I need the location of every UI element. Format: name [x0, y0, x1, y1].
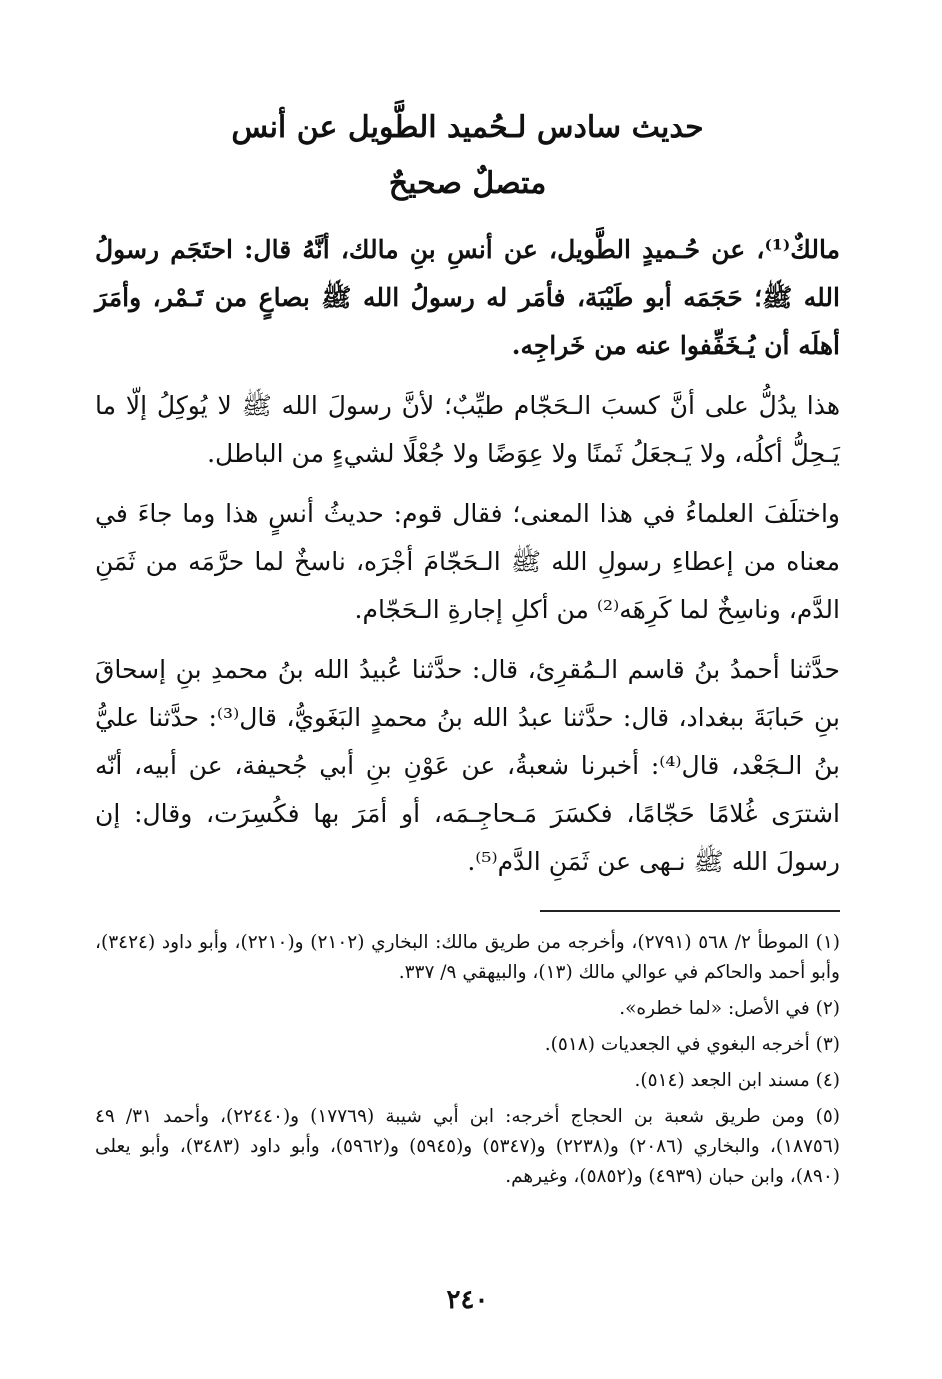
chapter-subtitle: متصلٌ صحيحٌ	[388, 166, 547, 201]
book-page	[95, 100, 840, 1340]
footnote: (١) الموطأ ٢/ ٥٦٨ (٢٧٩١)، وأخرجه من طريق مالك: البخاري (٢١٠٢) و(٢٢١٠)، وأبو داود (٣٤٢٤)، وأبو أحمد والحاكم في عوالي مالك (١٣)، والبيهقي ٩/ ٣٣٧.	[95, 932, 840, 983]
footnote: (٥) ومن طريق شعبة بن الحجاج أخرجه: ابن أبي شيبة (١٧٧٦٩) و(٢٢٤٤٠)، وأحمد ٣١/ ٤٩ (١٨٧٥٦)، والبخاري (٢٠٨٦) و(٢٢٣٨) و(٥٣٤٧) و(٥٩٤٥) و(٥٩٦٢)، وأبو داود (٣٤٨٣)، وأبو يعلى (٨٩٠)، وابن حبان (٤٩٣٩) و(٥٨٥٢)، وغيرهم.	[95, 1106, 841, 1187]
isnad-paragraph: حدَّثنا أحمدُ بنُ قاسم الـمُقرِئ، قال: حدَّثنا عُبيدُ الله بنُ محمدِ بنِ إسحاقَ بنِ حَبابَةَ ببغداد، قال: حدَّثنا عبدُ الله بنُ محمدٍ البَغَويُّ، قال⁽³⁾: حدَّثنا عليُّ بنُ الـجَعْد، قال⁽⁴⁾: أخبرنا شعبةُ، عن عَوْنِ بنِ أبي جُحيفة، عن أبيه، أنّه اشترَى غُلامًا حَجّامًا، فكسَرَ مَـحاجِـمَه، أو أمَرَ بها فكُسِرَت، وقال: إن رسولَ الله ﷺ نـهى عن ثَمَنِ الدَّم⁽⁵⁾.	[95, 655, 840, 876]
footnote: (٤) مسند ابن الجعد (٥١٤).	[634, 1070, 840, 1091]
hadith-text: مالكٌ⁽¹⁾، عن حُـميدٍ الطَّويل، عن أنسِ بنِ مالك، أنَّهُ قال: احتَجَم رسولُ الله ﷺ؛ حَجَمَه أبو طَيْبَة، فأمَر له رسولُ الله ﷺ بصاعٍ من تَـمْر، وأمَرَ أهلَه أن يُـخَفِّفوا عنه من خَراجِه.	[95, 235, 840, 360]
commentary-paragraph: هذا يدُلُّ على أنَّ كسبَ الـحَجّام طيِّبٌ؛ لأنَّ رسولَ الله ﷺ لا يُوكِلُ إلّا ما يَـحِلُّ أكلُه، ولا يَـجعَلُ ثَمنًا ولا عِوَضًا ولا جُعْلًا لشيءٍ من الباطل.	[95, 391, 840, 468]
footnote: (٣) أخرجه البغوي في الجعديات (٥١٨).	[544, 1034, 840, 1055]
page-number: ٢٤٠	[446, 1285, 489, 1315]
footnote: (٢) في الأصل: «لما خطره».	[619, 998, 840, 1019]
footnotes	[95, 928, 840, 1192]
footnote-divider	[540, 910, 840, 912]
commentary-paragraph: واختلَفَ العلماءُ في هذا المعنى؛ فقال قوم: حديثُ أنسٍ هذا وما جاءَ في معناه من إعطاءِ رسولِ الله ﷺ الـحَجّامَ أجْرَه، ناسخٌ لما حرَّمَه من ثَمَنِ الدَّم، وناسِخٌ لما كَرِهَه⁽²⁾ من أكلِ إجارةِ الـحَجّام.	[95, 499, 840, 624]
chapter-title: حديث سادس لـحُميد الطَّويل عن أنس	[231, 110, 704, 145]
